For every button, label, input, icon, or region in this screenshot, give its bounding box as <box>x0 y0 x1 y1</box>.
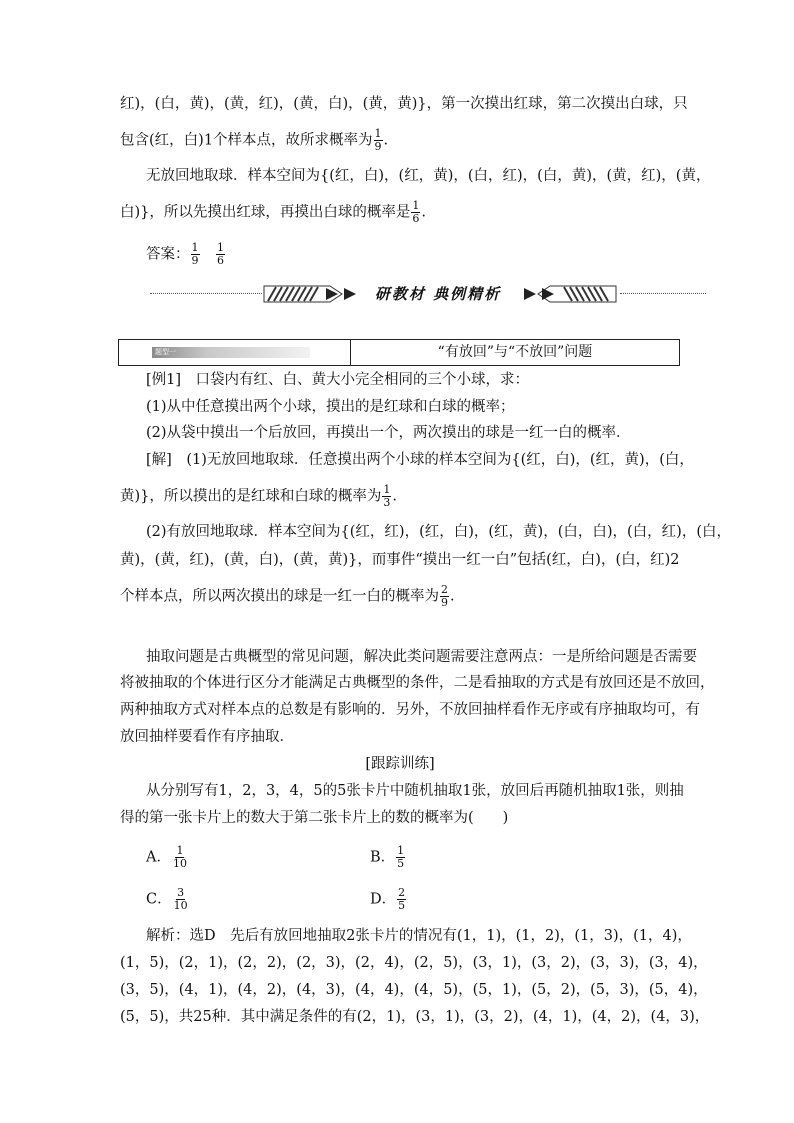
option-d[interactable]: D． $\frac{2}{5}$ <box>370 886 406 912</box>
practice-question-line-2: 得的第一张卡片上的数大于第二张卡片上的数的概率为( ) <box>120 810 509 826</box>
solution-line-2: (1，5)，(2，1)，(2，2)，(2，3)，(2，4)，(2，5)，(3，1)，(3，2)，(3，3)，(3，4)， <box>120 955 708 971</box>
example-line-8: 个样本点，所以两次摸出的球是一红一白的概率为 $\frac{2}{9}$ . <box>120 583 455 609</box>
practice-heading: [跟踪训练] <box>365 756 435 772</box>
summary-line-4: 放回抽样要看作有序抽取． <box>120 729 294 745</box>
answer-line: 答案： $\frac{1}{9}$ $\frac{1}{6}$ <box>146 241 224 267</box>
solution-line-1: 解析：选D 先后有放回地抽取2张卡片的情况有(1，1)，(1，2)，(1，3)，(1，4)， <box>146 928 692 944</box>
option-c[interactable]: C． $\frac{3}{10}$ <box>146 886 188 912</box>
intro-line-2: 包含(红，白)1个样本点，故所求概率为 $\frac{1}{9}$ . <box>120 127 389 153</box>
summary-line-3: 两种抽取方式对样本点的总数是有影响的．另外，不放回抽样看作无序或有序抽取均可，有 <box>120 702 700 718</box>
summary-line-1: 抽取问题是古典概型的常见问题，解决此类问题需要注意两点：一是所给问题是否需要 <box>146 649 697 665</box>
fraction: $\frac{1}{9}$ <box>374 127 382 153</box>
question-type-box <box>118 339 680 366</box>
fraction: $\frac{1}{5}$ <box>397 844 405 870</box>
banner-right-ornament <box>520 283 620 305</box>
section-banner <box>150 282 706 306</box>
solution-line-4: (5，5)，共25种．其中满足条件的有(2，1)，(3，1)，(3，2)，(4，1)，(4，2)，(4，3)， <box>120 1009 710 1025</box>
example-line-1: [例1] 口袋内有红、白、黄大小完全相同的三个小球，求： <box>146 372 530 388</box>
fraction: $\frac{3}{10}$ <box>173 886 188 912</box>
practice-question-line-1: 从分别写有1，2，3，4，5的5张卡片中随机抽取1张，放回后再随机抽取1张，则抽 <box>146 783 684 799</box>
intro-line-3: 无放回地取球．样本空间为{(红，白)，(红，黄)，(白，红)，(白，黄)，(黄，红)，(黄， <box>146 168 711 184</box>
option-b[interactable]: B． $\frac{1}{5}$ <box>370 844 405 870</box>
summary-line-2: 将被抽取的个体进行区分才能满足古典概型的条件，二是看抽取的方式是有放回还是不放回， <box>120 675 715 691</box>
type-title: “有放回”与“不放回”问题 <box>437 344 593 360</box>
example-line-2: (1)从中任意摸出两个小球，摸出的是红球和白球的概率； <box>146 399 515 415</box>
fraction: $\frac{1}{6}$ <box>412 199 420 225</box>
option-a[interactable]: A． $\frac{1}{10}$ <box>146 844 187 870</box>
banner-left-ornament <box>260 283 360 305</box>
example-line-3: (2)从袋中摸出一个后放回，再摸出一个，两次摸出的球是一红一白的概率． <box>146 425 631 441</box>
example-line-4: [解] (1)无放回地取球．任意摸出两个小球的样本空间为{(红，白)，(红，黄)，(白， <box>146 452 694 468</box>
example-line-7: 黄)，(黄，红)，(黄，白)，(黄，黄)}，而事件“摸出一红一白”包括(红，白)，(白，红)2 <box>120 552 680 568</box>
intro-line-4: 白)}，所以先摸出红球，再摸出白球的概率是 $\frac{1}{6}$ . <box>120 199 426 225</box>
fraction: $\frac{2}{5}$ <box>398 886 406 912</box>
fraction: $\frac{1}{10}$ <box>172 844 187 870</box>
banner-title: 研教材 典例精析 <box>374 285 502 303</box>
banner-divider-right <box>620 293 706 294</box>
example-line-5: 黄)}，所以摸出的是红球和白球的概率为 $\frac{1}{3}$ . <box>120 483 397 509</box>
example-line-6: (2)有放回地取球．样本空间为{(红，红)，(红，白)，(红，黄)，(白，白)，(白，红)，(白， <box>146 524 731 540</box>
fraction: $\frac{2}{9}$ <box>441 583 448 609</box>
solution-line-3: (3，5)，(4，1)，(4，2)，(4，3)，(4，4)，(4，5)，(5，1)，(5，2)，(5，3)，(5，4)， <box>120 982 708 998</box>
fraction: $\frac{1}{3}$ <box>383 483 391 509</box>
fraction: $\frac{1}{6}$ <box>217 241 224 267</box>
intro-line-1: 红)，(白，黄)，(黄，红)，(黄，白)，(黄，黄)}，第一次摸出红球，第二次摸出白球，只 <box>120 96 688 112</box>
type-tag: 题型一 <box>152 347 310 358</box>
banner-divider-left <box>150 293 262 294</box>
fraction: $\frac{1}{9}$ <box>191 241 199 267</box>
